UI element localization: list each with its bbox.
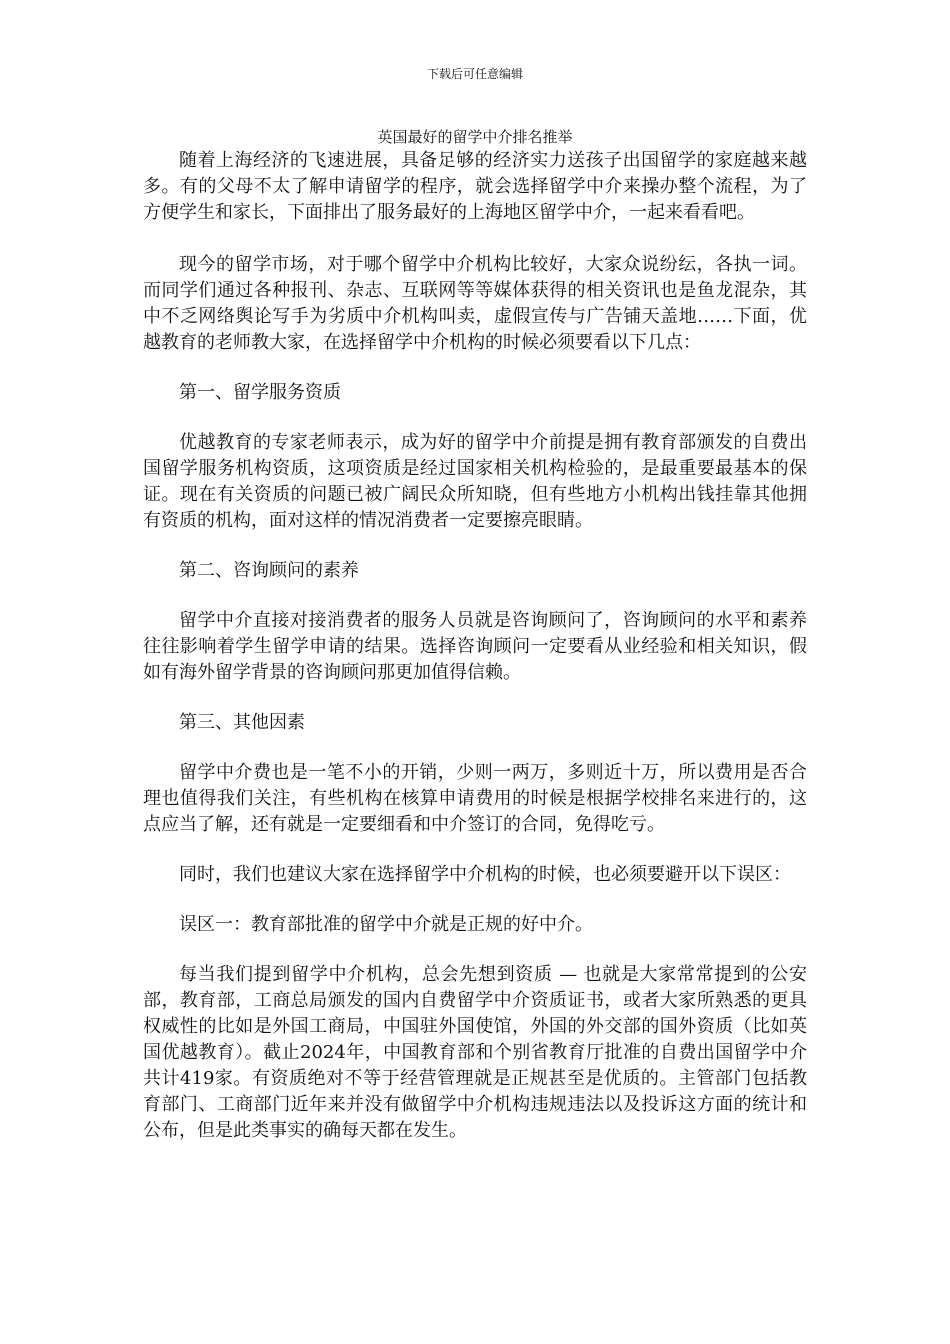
heading-other-factors: 第三、其他因素 xyxy=(179,712,305,733)
paragraph-consultant: 留学中介直接对接消费者的服务人员就是咨询顾问了，咨询顾问的水平和素养往往影响着学生留学申请的结果。选择咨询顾问一定要看从业经验和相关知识，假如有海外留学背景的咨询顾问那更加值得信赖。 xyxy=(143,610,807,683)
document-body xyxy=(143,148,807,1168)
heading-qualification: 第一、留学服务资质 xyxy=(179,382,341,403)
heading-consultant: 第二、咨询顾问的素养 xyxy=(179,560,359,581)
paragraph-market: 现今的留学市场，对于哪个留学中介机构比较好，大家众说纷纭，各执一词。而同学们通过各种报刊、杂志、互联网等等媒体获得的相关资讯也是鱼龙混杂，其中不乏网络舆论写手为劣质中介机构叫卖，虚假宣传与广告铺天盖地……下面，优越教育的老师教大家，在选择留学中介机构的时候必须要看以下几点： xyxy=(143,254,807,353)
paragraph-intro: 随着上海经济的飞速进展，具备足够的经济实力送孩子出国留学的家庭越来越多。有的父母不太了解申请留学的程序，就会选择留学中介来操办整个流程，为了方便学生和家长，下面排出了服务最好的上海地区留学中介，一起来看看吧。 xyxy=(143,150,807,223)
heading-misconception-one: 误区一：教育部批准的留学中介就是正规的好中介。 xyxy=(179,914,593,935)
page-header-note: 下载后可任意编辑 xyxy=(426,67,523,81)
paragraph-misconception-one: 每当我们提到留学中介机构，总会先想到资质 — 也就是大家常常提到的公安部，教育部，工商总局颁发的国内自费留学中介资质证书，或者大家所熟悉的更具权威性的比如是外国工商局，中国驻外国使馆，外国的外交部的国外资质（比如英国优越教育）。截止2024年，中国教育部和个别省教育厅批准的自费出国留学中介共计419家。有资质绝对不等于经营管理就是正规甚至是优质的。主管部门包括教育部门、工商部门近年来并没有做留学中介机构违规违法以及投诉这方面的统计和公布，但是此类事实的确每天都在发生。 xyxy=(143,964,807,1141)
paragraph-qualification: 优越教育的专家老师表示，成为好的留学中介前提是拥有教育部颁发的自费出国留学服务机构资质，这项资质是经过国家相关机构检验的，是最重要最基本的保证。现在有关资质的问题已被广阔民众所知晓，但有些地方小机构出钱挂靠其他拥有资质的机构，面对这样的情况消费者一定要擦亮眼睛。 xyxy=(143,432,807,531)
paragraph-fees: 留学中介费也是一笔不小的开销，少则一两万，多则近十万，所以费用是否合理也值得我们关注，有些机构在核算申请费用的时候是根据学校排名来进行的，这点应当了解，还有就是一定要细看和中介签订的合同，免得吃亏。 xyxy=(143,762,807,835)
document-title: 英国最好的留学中介排名推举 xyxy=(377,128,573,146)
paragraph-misconceptions-intro: 同时，我们也建议大家在选择留学中介机构的时候，也必须要避开以下误区： xyxy=(179,864,791,885)
